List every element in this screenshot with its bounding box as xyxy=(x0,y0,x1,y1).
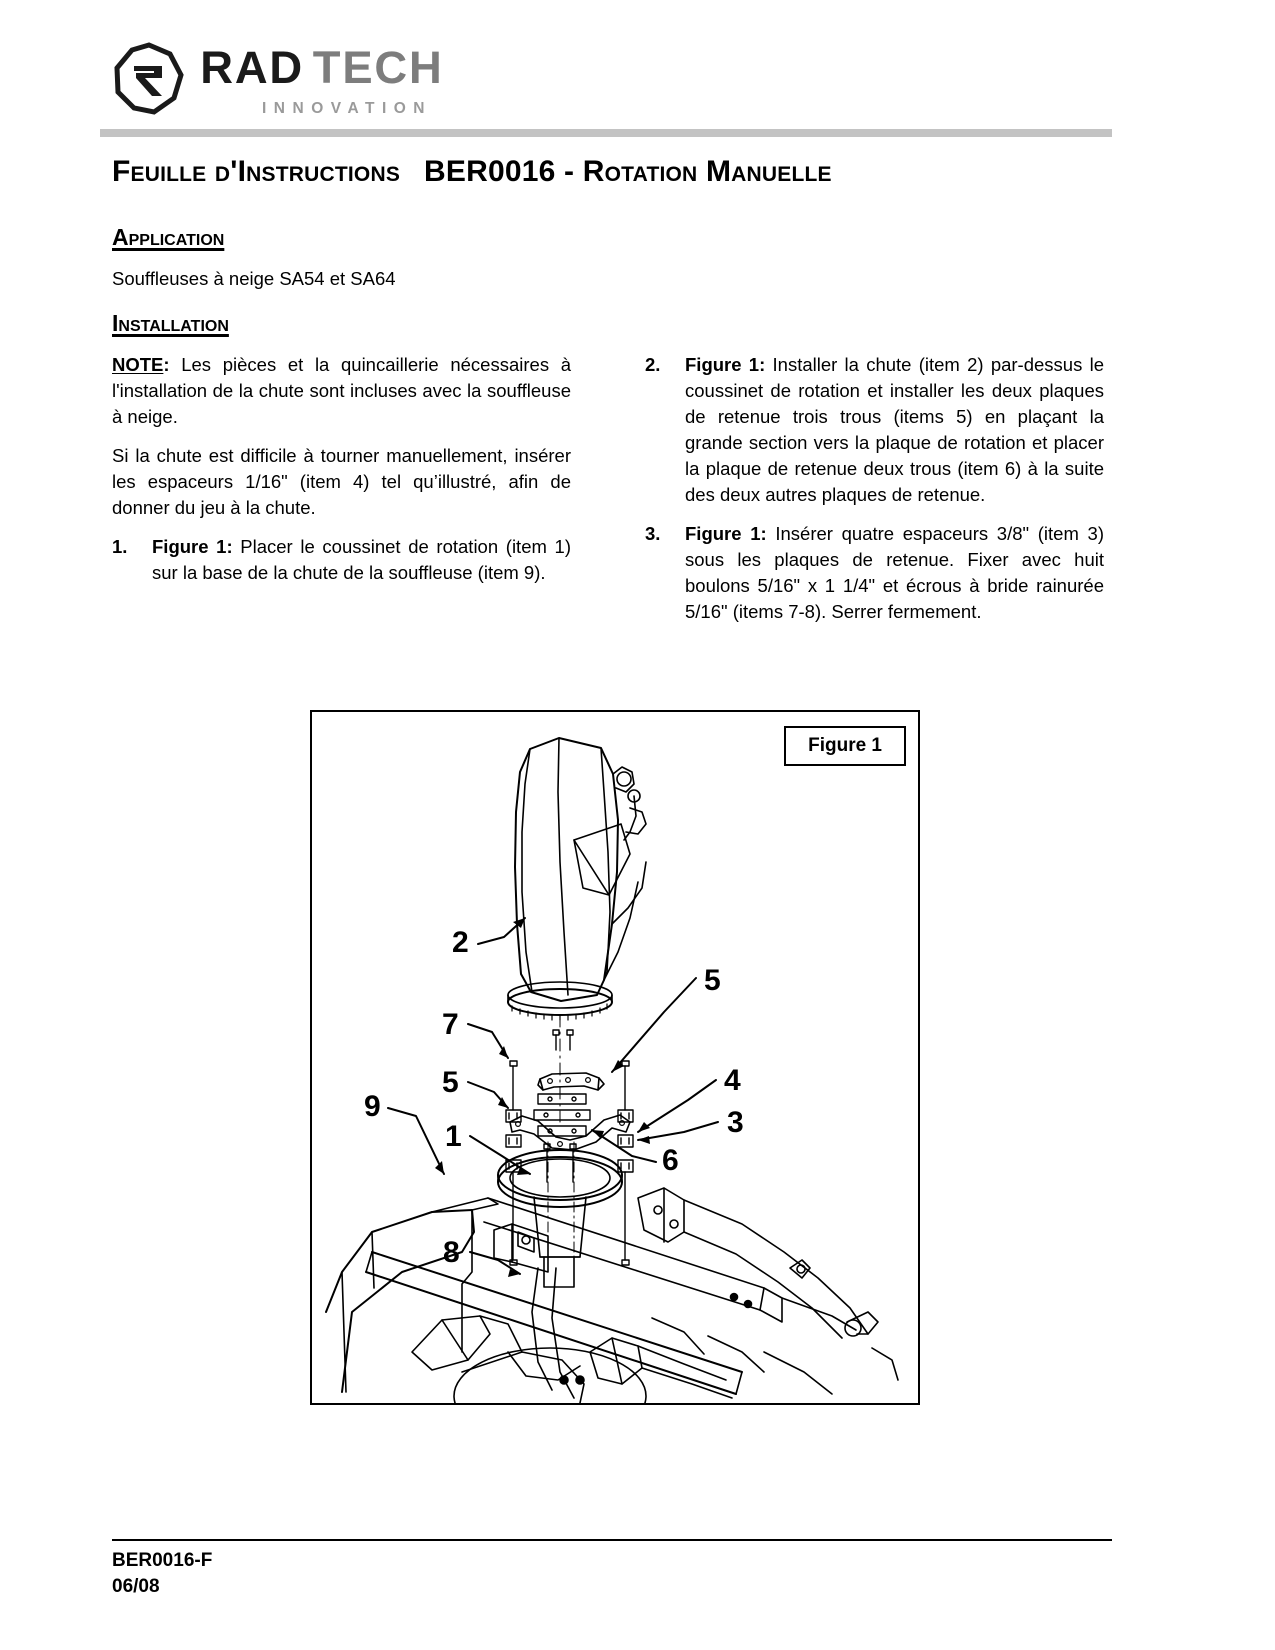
instruction-text: Installer la chute (item 2) par-dessus le coussinet de rotation et installer les deux plaques de retenue trois trous (items 5) en plaçant la grande section vers la plaque de rotation et placer la plaque de retenue deux trous (item 6) à la suite des deux autres plaques de retenue. xyxy=(685,354,1104,505)
title-part2: Rotation Manuelle xyxy=(582,155,832,188)
brand-header xyxy=(112,42,1112,128)
footer xyxy=(112,1548,212,1600)
logo-subtitle: INNOVATION xyxy=(262,99,433,117)
instruction-number: 1. xyxy=(112,536,128,557)
footer-date: 06/08 xyxy=(112,1576,160,1597)
figure-1-technical-drawing xyxy=(312,712,918,1403)
callout-5a: 5 xyxy=(704,964,721,997)
instruction-text: Insérer quatre espaceurs 3/8" (item 3) sous les plaques de retenue. Fixer avec huit boulons 5/16" x 1 1/4" et écrous à bride rainurée 5/16" (items 7-8). Serrer fermement. xyxy=(685,523,1105,622)
instruction-body xyxy=(685,521,1104,625)
instruction-number: 3. xyxy=(645,523,661,544)
instruction-body xyxy=(685,352,1104,508)
callout-8: 8 xyxy=(443,1236,460,1269)
instruction-body xyxy=(152,534,571,586)
logo-word-rad: RAD xyxy=(200,44,304,93)
logo-wordmark xyxy=(200,45,500,118)
application-text: Souffleuses à neige SA54 et SA64 xyxy=(112,268,396,289)
callout-7: 7 xyxy=(442,1008,459,1041)
figure-reference: Figure 1: xyxy=(152,536,233,557)
header-divider xyxy=(100,129,1112,137)
callout-6: 6 xyxy=(662,1144,679,1177)
instruction-item-2 xyxy=(645,352,1104,508)
footer-doc-code: BER0016-F xyxy=(112,1550,213,1571)
logo-word xyxy=(200,45,500,98)
figure-1-frame xyxy=(310,710,920,1405)
title-part1: Feuille d'Instructions xyxy=(112,155,401,188)
callout-5b: 5 xyxy=(442,1066,459,1099)
callout-2: 2 xyxy=(452,926,469,959)
section-heading-application: Application xyxy=(112,224,225,250)
section-heading-installation: Installation xyxy=(112,310,229,336)
note-text: Les pièces et la quincaillerie nécessaires à l'installation de la chute sont incluses avec la souffleuse à neige. xyxy=(112,354,572,427)
page-title xyxy=(112,155,1112,189)
radtech-hexagon-r-logo-icon xyxy=(112,42,186,116)
logo xyxy=(112,42,1112,116)
callout-1: 1 xyxy=(445,1120,462,1153)
instruction-item-3 xyxy=(645,521,1104,625)
footer-divider xyxy=(112,1539,1112,1541)
figure-label: Figure 1 xyxy=(784,726,906,766)
instruction-item-1 xyxy=(112,534,571,586)
body-column-right xyxy=(645,352,1104,638)
callout-3: 3 xyxy=(727,1106,744,1139)
figure-reference: Figure 1: xyxy=(685,354,766,375)
figure-reference: Figure 1: xyxy=(685,523,767,544)
title-code: BER0016 - xyxy=(424,155,583,188)
paragraph-clearance: Si la chute est difficile à tourner manuellement, insérer les espaceurs 1/16" (item 4) tel qu’illustré, afin de donner du jeu à la chute. xyxy=(112,445,571,518)
note-colon: : xyxy=(163,354,170,375)
logo-word-tech: TECH xyxy=(312,44,444,93)
note-paragraph xyxy=(112,352,571,430)
callout-9: 9 xyxy=(364,1090,381,1123)
instruction-text: Placer le coussinet de rotation (item 1) sur la base de la chute de la souffleuse (item 9). xyxy=(152,536,571,583)
note-label: NOTE xyxy=(112,354,164,375)
callout-4: 4 xyxy=(724,1064,741,1097)
body-column-left xyxy=(112,352,571,599)
instruction-number: 2. xyxy=(645,354,661,375)
